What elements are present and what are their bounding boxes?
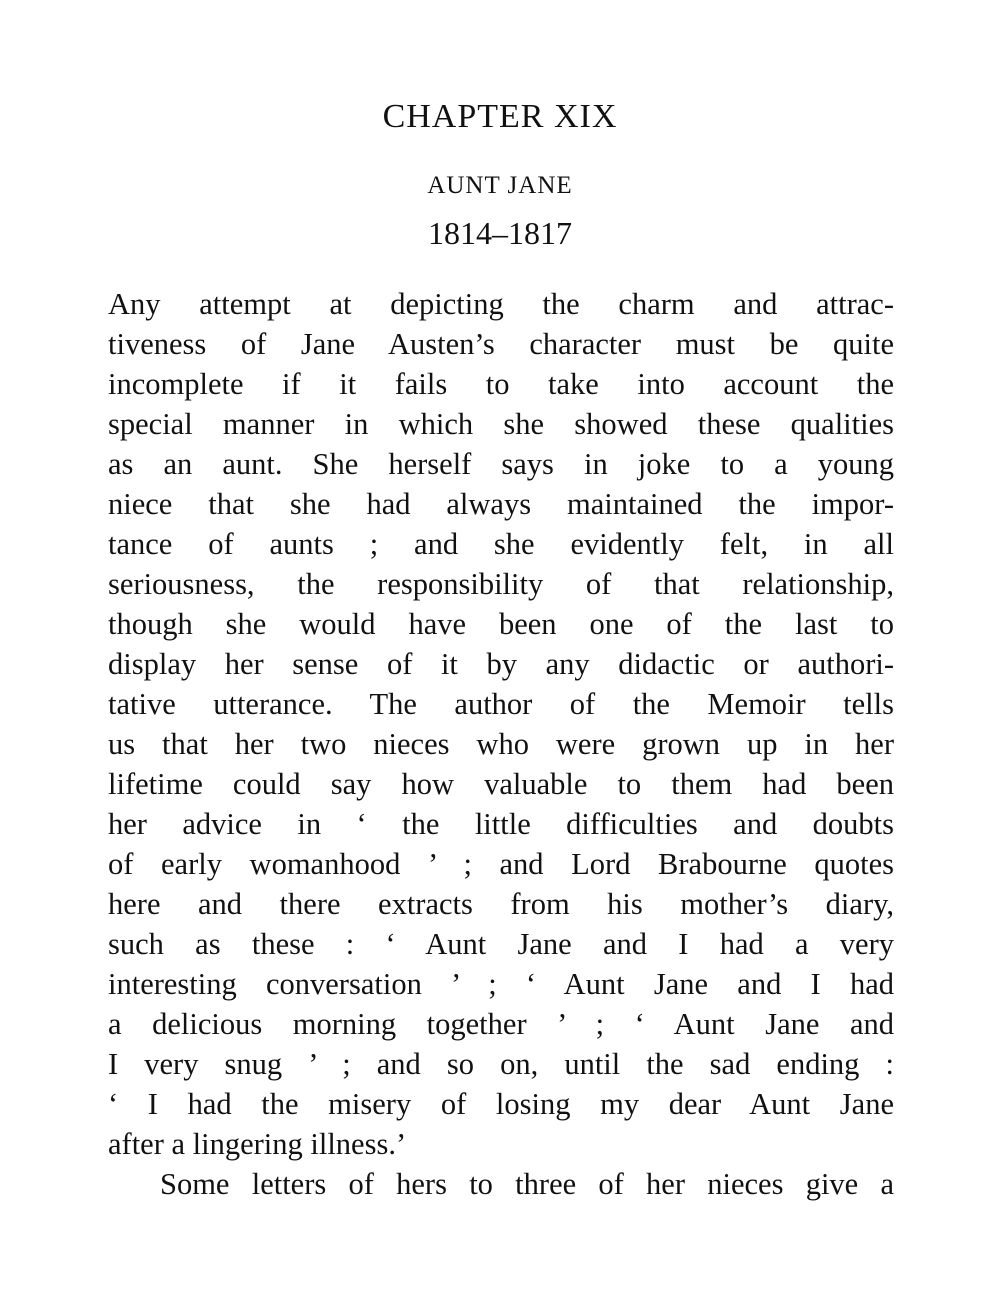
- text-line: such as these : ‘ Aunt Jane and I had a very: [108, 927, 894, 961]
- chapter-title: CHAPTER XIX: [382, 98, 618, 135]
- text-line: her advice in ‘ the little difficulties and doubts: [108, 807, 894, 841]
- body-text: [108, 284, 894, 1204]
- text-line: interesting conversation ’ ; ‘ Aunt Jane and I had: [108, 967, 894, 1001]
- text-line: though she would have been one of the last to: [108, 607, 894, 641]
- text-line: tative utterance. The author of the Memoir tells: [108, 687, 894, 721]
- text-line: incomplete if it fails to take into account the: [108, 367, 894, 401]
- chapter-subtitle: AUNT JANE: [427, 172, 573, 199]
- chapter-dates: 1814–1817: [428, 215, 572, 251]
- text-line: tiveness of Jane Austen’s character must be quite: [108, 327, 894, 361]
- text-line: us that her two nieces who were grown up in her: [108, 727, 894, 761]
- text-line: of early womanhood ’ ; and Lord Brabourne quotes: [108, 847, 894, 881]
- text-line: I very snug ’ ; and so on, until the sad ending :: [108, 1047, 894, 1081]
- text-line: ‘ I had the misery of losing my dear Aunt Jane: [108, 1087, 894, 1121]
- text-line: niece that she had always maintained the impor-: [108, 487, 894, 521]
- text-line: here and there extracts from his mother’s diary,: [108, 887, 894, 921]
- text-line: Any attempt at depicting the charm and attrac-: [108, 287, 894, 321]
- text-line: special manner in which she showed these qualities: [108, 407, 894, 441]
- text-line: tance of aunts ; and she evidently felt, in all: [108, 527, 894, 561]
- text-line: seriousness, the responsibility of that relationship,: [108, 567, 894, 601]
- text-line: a delicious morning together ’ ; ‘ Aunt Jane and: [108, 1007, 894, 1041]
- text-line-paragraph-start: Some letters of hers to three of her nieces give a: [160, 1167, 894, 1201]
- text-line: as an aunt. She herself says in joke to a young: [108, 447, 894, 481]
- text-line: display her sense of it by any didactic or authori-: [108, 647, 894, 681]
- text-line: lifetime could say how valuable to them had been: [108, 767, 894, 801]
- text-line-paragraph-end: after a lingering illness.’: [108, 1127, 407, 1161]
